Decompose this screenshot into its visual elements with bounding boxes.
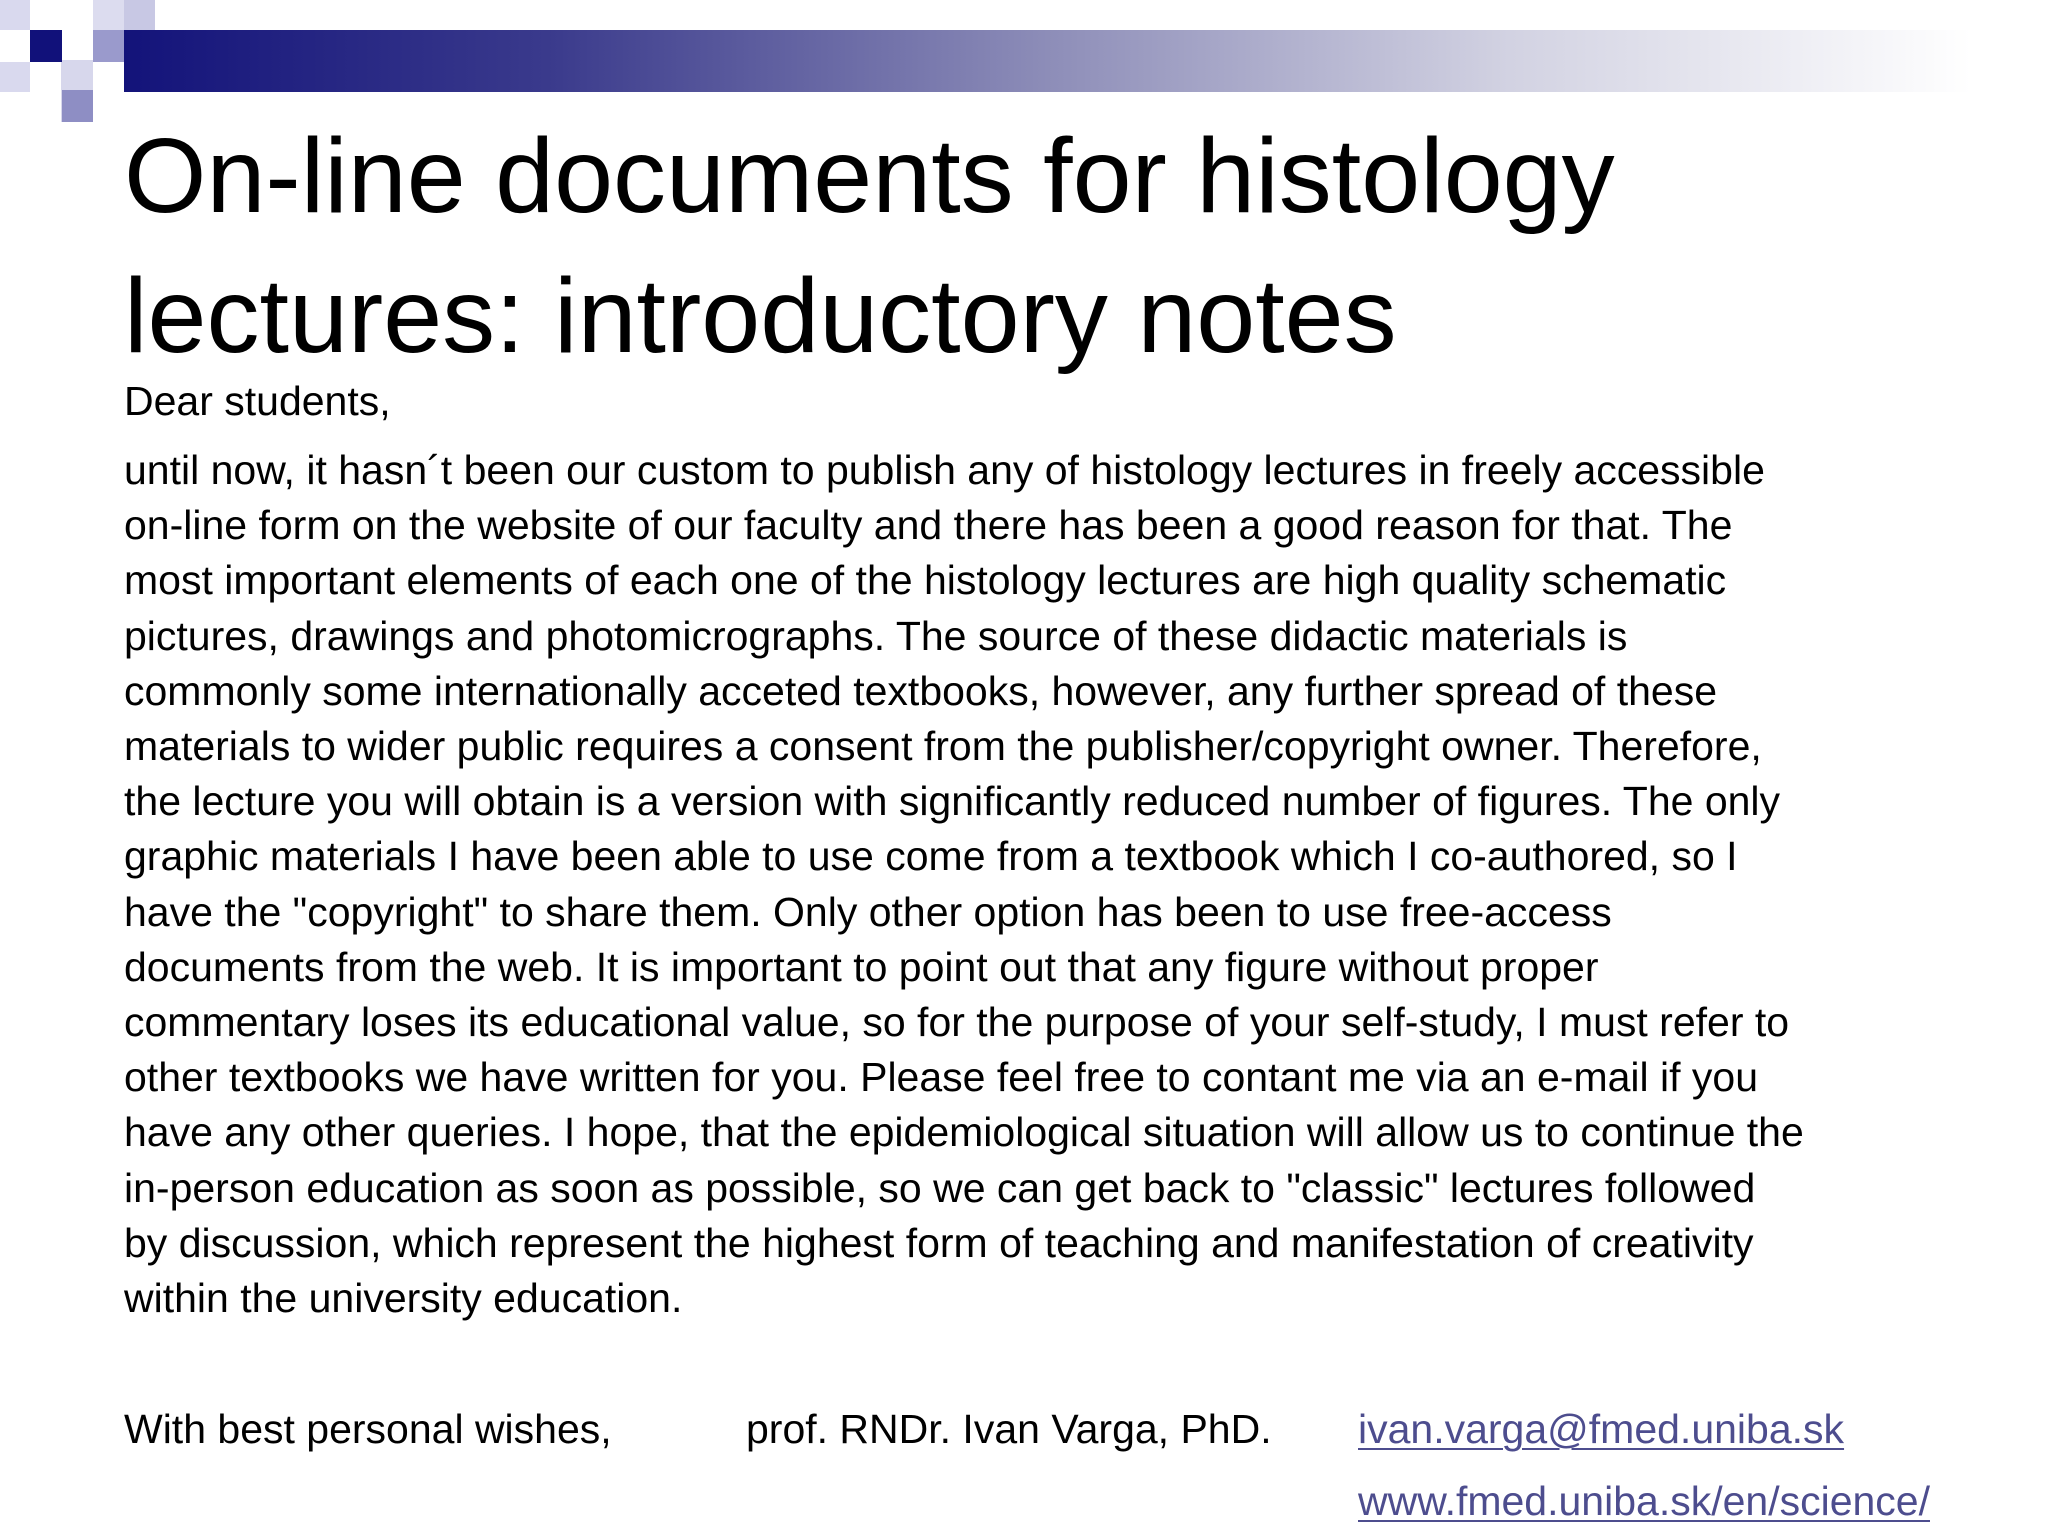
title-gradient-bar [124, 30, 2048, 92]
closing-text: With best personal wishes, [124, 1406, 612, 1452]
decorative-square [124, 0, 155, 30]
body-line: most important elements of each one of the histology lectures are high quality schematic [124, 557, 1727, 604]
body-line: in-person education as soon as possible, so we can get back to "classic" lectures followed [124, 1164, 1756, 1211]
body-line: documents from the web. It is important to point out that any figure without proper [124, 943, 1599, 990]
body-line: commonly some internationally acceted textbooks, however, any further spread of these [124, 667, 1718, 714]
body-line: the lecture you will obtain is a version with significantly reduced number of figures. The only [124, 778, 1781, 825]
body-line: other textbooks we have written for you. Please feel free to contant me via an e-mail if you [124, 1054, 1759, 1101]
body-line: until now, it hasn´t been our custom to publish any of histology lectures in freely accessible [124, 447, 1765, 493]
body-line: materials to wider public requires a consent from the publisher/copyright owner. Therefore, [124, 723, 1762, 770]
decorative-square [0, 62, 30, 92]
body-line: commentary loses its educational value, so for the purpose of your self-study, I must refer to [124, 999, 1790, 1046]
body-paragraph [124, 443, 2014, 1326]
body-line: have the "copyright" to share them. Only other option has been to use free-access [124, 888, 1612, 935]
body-line: on-line form on the website of our faculty and there has been a good reason for that. The [124, 502, 1733, 549]
body-line: by discussion, which represent the highest form of teaching and manifestation of creativity [124, 1219, 1754, 1266]
body-line: within the university education. [124, 1275, 683, 1322]
signoff-row [124, 1404, 2024, 1464]
decorative-square [0, 0, 30, 30]
email-link[interactable]: ivan.varga@fmed.uniba.sk [1358, 1406, 1845, 1452]
author-signature: prof. RNDr. Ivan Varga, PhD. [746, 1406, 1272, 1452]
salutation: Dear students, [124, 378, 391, 424]
body-line: graphic materials I have been able to use come from a textbook which I co-authored, so I [124, 833, 1738, 880]
slide-title: On-line documents for histology lectures: introductory notes [124, 117, 1615, 375]
body-line: have any other queries. I hope, that the epidemiological situation will allow us to continue the [124, 1109, 1804, 1156]
decorative-square [30, 30, 62, 62]
body-line: pictures, drawings and photomicrographs. The source of these didactic materials is [124, 612, 1628, 659]
decorative-square [62, 90, 93, 122]
website-link[interactable]: www.fmed.uniba.sk/en/science/ [1358, 1478, 1930, 1524]
